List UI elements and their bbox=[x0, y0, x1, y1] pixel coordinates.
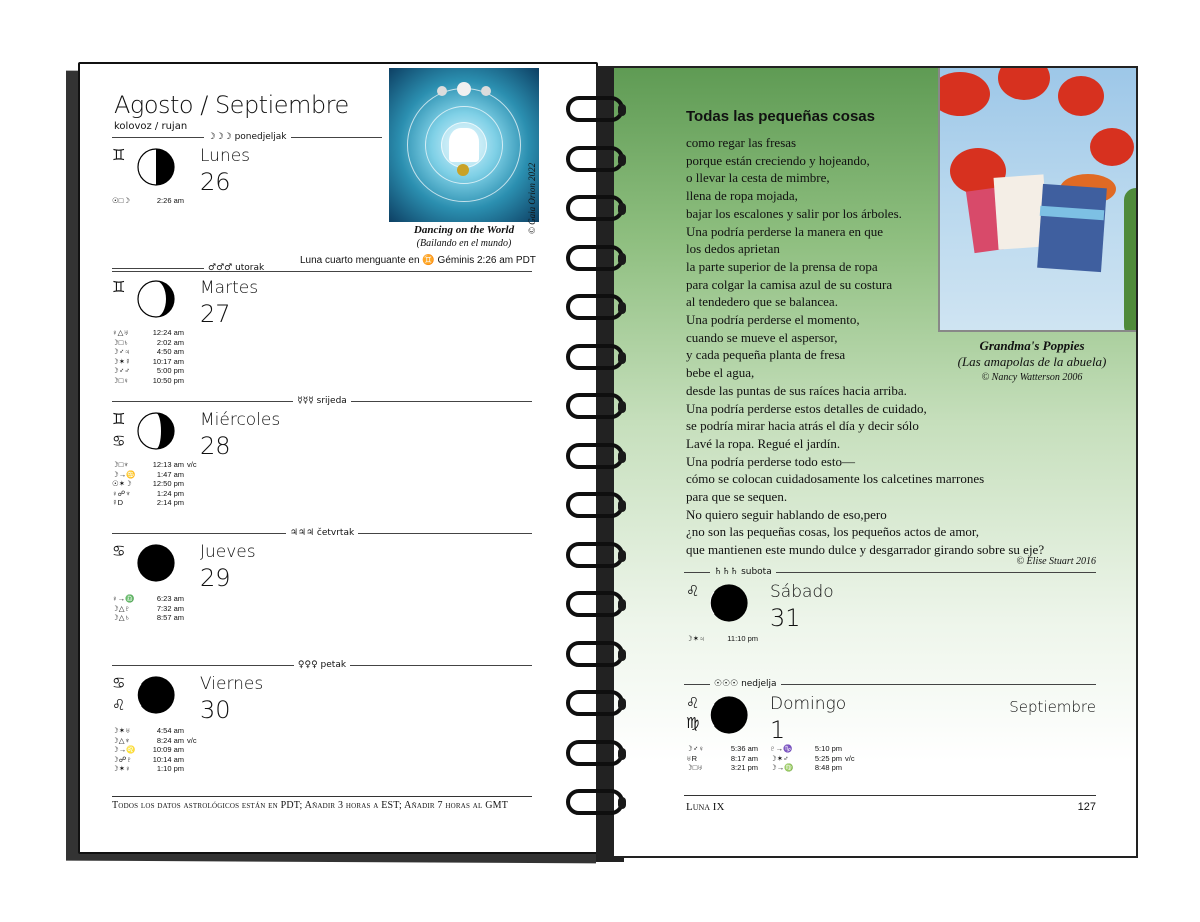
aspect-row bbox=[112, 604, 184, 614]
poem-line: Una podría perderse todo esto— bbox=[686, 453, 855, 469]
divider bbox=[112, 533, 286, 534]
artwork-title: Grandma's Poppies bbox=[979, 338, 1085, 353]
spiral-ring bbox=[562, 96, 628, 126]
aspect-time: 7:32 am bbox=[156, 603, 184, 613]
aspect-row bbox=[112, 196, 184, 206]
poem-line: como regar las fresas bbox=[686, 135, 797, 150]
weekday-label: ☉☉☉ nedjelja bbox=[714, 679, 777, 689]
aspect-row bbox=[112, 357, 184, 367]
artwork-subtitle: (Bailando en el mundo) bbox=[416, 238, 512, 249]
aspect-time: 1:47 am bbox=[156, 469, 184, 479]
poem-title: Todas las pequeñas cosas bbox=[686, 108, 875, 125]
artwork-subtitle: (Las amapolas de la abuela) bbox=[957, 354, 1107, 369]
zodiac-sign-icon: ♌ bbox=[112, 696, 126, 714]
poem-credit: © Elise Stuart 2016 bbox=[1016, 556, 1096, 567]
aspect-row bbox=[686, 744, 758, 754]
day-name: Domingo bbox=[770, 694, 847, 714]
aspect-glyph: ☽☍♇ bbox=[112, 754, 132, 764]
moon-phase-dark-icon bbox=[137, 544, 175, 582]
artwork-dancing-on-the-world bbox=[389, 68, 539, 222]
aspect-row bbox=[770, 763, 855, 773]
art-poppy bbox=[1058, 76, 1104, 116]
spiral-binding bbox=[562, 96, 632, 836]
aspect-glyph: ☽✶♂ bbox=[770, 753, 789, 763]
zodiac-sign-icon: ♌ bbox=[686, 582, 700, 600]
zodiac-sign-icon: ♍ bbox=[686, 714, 700, 732]
aspect-glyph: ☽□♀ bbox=[112, 375, 129, 385]
aspect-time: 12:13 am bbox=[152, 460, 184, 469]
aspect-glyph: ☉□☽ bbox=[112, 196, 130, 205]
aspect-time: 8:17 am bbox=[730, 753, 758, 763]
void-of-course-label: v/c bbox=[187, 460, 197, 469]
spiral-ring bbox=[562, 393, 628, 423]
month-label: Septiembre bbox=[1009, 698, 1096, 716]
poem-line: Lavé la ropa. Regué el jardín. bbox=[686, 435, 841, 451]
day-header-friday bbox=[112, 658, 532, 672]
day-name: Martes bbox=[200, 278, 259, 298]
aspect-glyph: ☿D bbox=[112, 498, 124, 508]
month-title: Agosto / Septiembre bbox=[114, 91, 349, 119]
aspect-time: 12:50 pm bbox=[152, 479, 184, 489]
moon-phase-new-moon-icon bbox=[710, 584, 748, 622]
aspect-glyph: ☽△♇ bbox=[112, 603, 131, 613]
aspect-list bbox=[770, 744, 855, 773]
day-header-wednesday bbox=[112, 394, 532, 408]
day-number: 28 bbox=[200, 432, 231, 460]
day-header-monday bbox=[112, 130, 382, 144]
aspect-list bbox=[686, 744, 758, 773]
day-header-saturday bbox=[684, 565, 1096, 579]
day-number: 30 bbox=[200, 696, 231, 724]
zodiac-sign-icon: ♋ bbox=[112, 432, 126, 450]
aspect-glyph: ♀→♎ bbox=[112, 594, 135, 603]
aspect-row bbox=[112, 470, 197, 480]
poem-line: para colgar la camisa azul de su costura bbox=[686, 276, 893, 292]
aspect-row bbox=[112, 338, 184, 348]
poem-line: que mantienen este mundo dulce y desgarrador girando sobre su eje? bbox=[686, 542, 1045, 558]
aspect-time: 8:24 am bbox=[156, 735, 184, 745]
void-of-course-label: v/c bbox=[845, 753, 855, 763]
aspect-row bbox=[112, 594, 184, 604]
month-subtitle: kolovoz / rujan bbox=[114, 121, 188, 132]
spiral-ring bbox=[562, 690, 628, 720]
divider bbox=[112, 268, 204, 269]
divider bbox=[781, 684, 1096, 685]
aspect-glyph: ☉✶☽ bbox=[112, 479, 132, 489]
art-dancer bbox=[449, 128, 479, 162]
poem-line: Una podría perderse la manera en que bbox=[686, 223, 884, 239]
moon-event-note: Luna cuarto menguante en ♊ Géminis 2:26 am PDT bbox=[300, 255, 536, 266]
divider bbox=[358, 533, 532, 534]
poem-line: bajar los escalones y salir por los árboles. bbox=[686, 205, 902, 221]
spiral-ring bbox=[562, 245, 628, 275]
aspect-time: 4:50 am bbox=[156, 347, 184, 357]
weekday-label: ☿☿☿ srijeda bbox=[297, 396, 347, 406]
aspect-glyph: ♅R bbox=[686, 753, 698, 763]
moon-phase-waning-icon bbox=[137, 280, 175, 318]
weekday-label: ♄♄♄ subota bbox=[714, 567, 772, 577]
aspect-row bbox=[112, 764, 197, 774]
spiral-ring bbox=[562, 641, 628, 671]
aspect-glyph: ☽♂♂ bbox=[112, 366, 130, 376]
zodiac-sign-icon: ♌ bbox=[686, 694, 700, 712]
aspect-row bbox=[112, 479, 197, 489]
aspect-row bbox=[770, 744, 855, 754]
poem-line: Una podría perderse el momento, bbox=[686, 312, 860, 328]
aspect-row bbox=[112, 347, 184, 357]
aspect-glyph: ♀☍♆ bbox=[112, 488, 131, 498]
aspect-row bbox=[112, 726, 197, 736]
artwork-copyright: © Nancy Watterson 2006 bbox=[981, 372, 1083, 383]
aspect-glyph: ☽→♍ bbox=[770, 763, 794, 773]
day-name: Lunes bbox=[200, 146, 251, 166]
moon-phase-new-moon-icon bbox=[137, 676, 175, 714]
footer-note: Todos los datos astrológicos están en PDT; Añadir 3 horas a EST; Añadir 7 horas al GMT bbox=[112, 800, 509, 811]
aspect-glyph: ☽✶♃ bbox=[686, 634, 705, 643]
divider bbox=[684, 572, 710, 573]
poem-line: se podría mirar hacia atrás el día y decir sólo bbox=[686, 418, 919, 434]
poem-line: al tendedero que se balancea. bbox=[686, 294, 838, 310]
day-number: 27 bbox=[200, 300, 231, 328]
spiral-ring bbox=[562, 789, 628, 819]
aspect-time: 2:26 am bbox=[156, 196, 184, 205]
artwork-copyright: © Gaia Orion 2022 bbox=[527, 162, 537, 234]
day-name: Jueves bbox=[200, 542, 256, 562]
aspect-glyph: ♀△♅ bbox=[112, 328, 130, 337]
divider bbox=[351, 401, 532, 402]
aspect-row bbox=[112, 489, 197, 499]
spiral-ring bbox=[562, 294, 628, 324]
spiral-ring bbox=[562, 542, 628, 572]
poem-line: los dedos aprietan bbox=[686, 241, 780, 257]
aspect-row bbox=[112, 376, 184, 386]
aspect-time: 10:09 am bbox=[152, 745, 184, 755]
aspect-time: 3:21 pm bbox=[730, 763, 758, 773]
aspect-glyph: ☽→♋ bbox=[112, 469, 136, 479]
aspect-row bbox=[686, 634, 758, 644]
divider bbox=[684, 684, 710, 685]
weekday-label: ♂♂♂ utorak bbox=[208, 263, 265, 273]
art-moon bbox=[457, 82, 471, 96]
aspect-time: 10:17 am bbox=[152, 356, 184, 366]
spiral-ring bbox=[562, 740, 628, 770]
divider bbox=[112, 665, 294, 666]
aspect-time: 4:54 am bbox=[156, 726, 184, 735]
zodiac-sign-icon: ♊ bbox=[112, 410, 126, 428]
spiral-ring bbox=[562, 591, 628, 621]
art-moon bbox=[457, 164, 469, 176]
art-poppy bbox=[938, 72, 990, 116]
aspect-time: 12:24 am bbox=[152, 328, 184, 337]
spiral-ring bbox=[562, 195, 628, 225]
aspect-row bbox=[112, 498, 197, 508]
aspect-time: 5:36 am bbox=[730, 744, 758, 753]
aspect-row bbox=[112, 613, 184, 623]
spiral-ring bbox=[562, 492, 628, 522]
aspect-time: 2:14 pm bbox=[156, 498, 184, 508]
aspect-time: 6:23 am bbox=[156, 594, 184, 603]
poem-line: o llevar la cesta de mimbre, bbox=[686, 170, 830, 186]
aspect-time: 8:48 pm bbox=[814, 763, 842, 773]
aspect-row bbox=[686, 754, 758, 764]
aspect-glyph: ♇→♑ bbox=[770, 744, 793, 753]
day-header-thursday bbox=[112, 526, 532, 540]
poem-line: No quiero seguir hablando de eso,pero bbox=[686, 506, 887, 522]
divider bbox=[112, 137, 204, 138]
zodiac-sign-icon: ♊ bbox=[112, 146, 126, 164]
aspect-time: 11:10 pm bbox=[727, 634, 758, 643]
moon-phase-last-quarter-icon bbox=[137, 148, 175, 186]
aspect-row bbox=[112, 745, 197, 755]
zodiac-sign-icon: ♋ bbox=[112, 674, 126, 692]
aspect-row bbox=[112, 736, 197, 746]
art-poppy bbox=[998, 68, 1050, 100]
aspect-list bbox=[112, 726, 197, 774]
aspect-time: 8:57 am bbox=[156, 613, 184, 623]
poem-line: bebe el agua, bbox=[686, 365, 755, 381]
poem-line: desde las puntas de sus raíces hacia arriba. bbox=[686, 382, 907, 398]
art-moon bbox=[481, 86, 491, 96]
aspect-glyph: ☽□♆ bbox=[112, 460, 129, 469]
right-page bbox=[612, 66, 1138, 858]
aspect-glyph: ☽♂♃ bbox=[112, 347, 130, 357]
aspect-row bbox=[112, 460, 197, 470]
footer-rule bbox=[684, 795, 1096, 796]
aspect-list bbox=[112, 196, 184, 206]
poem-line: cuando se mueve el aspersor, bbox=[686, 329, 838, 345]
divider bbox=[776, 572, 1096, 573]
aspect-list bbox=[112, 460, 197, 508]
art-moon bbox=[437, 86, 447, 96]
poem-line: para que se sequen. bbox=[686, 489, 788, 505]
aspect-time: 10:50 pm bbox=[152, 375, 184, 385]
aspect-glyph: ☽✶♅ bbox=[112, 726, 131, 735]
aspect-time: 10:14 am bbox=[152, 754, 184, 764]
poem-line: Una podría perderse estos detalles de cuidado, bbox=[686, 400, 927, 416]
aspect-list bbox=[112, 328, 184, 386]
poem-line: cómo se colocan cuidadosamente los calcetines marrones bbox=[686, 471, 985, 487]
day-name: Sábado bbox=[770, 582, 834, 602]
spiral-ring bbox=[562, 344, 628, 374]
zodiac-sign-icon: ♊ bbox=[112, 278, 126, 296]
art-leaf bbox=[1124, 188, 1138, 332]
poem-line: ¿no son las pequeñas cosas, los pequeños actos de amor, bbox=[686, 524, 979, 540]
aspect-glyph: ☽△♆ bbox=[112, 735, 131, 745]
day-name: Miércoles bbox=[200, 410, 281, 430]
day-number: 29 bbox=[200, 564, 231, 592]
footer-moon-label: Luna IX bbox=[686, 801, 725, 813]
day-name: Viernes bbox=[200, 674, 264, 694]
moon-phase-new-moon-icon bbox=[710, 696, 748, 734]
aspect-time: 1:10 pm bbox=[156, 764, 184, 774]
aspect-list bbox=[686, 634, 758, 644]
poem-line: porque están creciendo y hojeando, bbox=[686, 152, 870, 168]
poem-line: la parte superior de la prensa de ropa bbox=[686, 258, 878, 274]
aspect-list bbox=[112, 594, 184, 623]
divider bbox=[112, 271, 532, 272]
artwork-title: Dancing on the World bbox=[413, 224, 515, 236]
poem-line: llena de ropa mojada, bbox=[686, 188, 798, 204]
aspect-glyph: ☽□♅ bbox=[686, 763, 703, 773]
poem-line: y cada pequeña planta de fresa bbox=[686, 347, 846, 363]
moon-phase-waning-crescent-icon bbox=[137, 412, 175, 450]
left-page bbox=[78, 62, 598, 854]
aspect-time: 1:24 pm bbox=[156, 488, 184, 498]
aspect-row bbox=[770, 754, 855, 764]
aspect-row bbox=[112, 755, 197, 765]
aspect-glyph: ☽△♄ bbox=[112, 613, 131, 623]
aspect-time: 5:10 pm bbox=[814, 744, 842, 753]
day-header-sunday bbox=[684, 677, 1096, 691]
aspect-row bbox=[112, 366, 184, 376]
aspect-glyph: ☽□♄ bbox=[112, 337, 129, 347]
void-of-course-label: v/c bbox=[187, 735, 197, 745]
footer-rule bbox=[112, 796, 532, 797]
spiral-ring bbox=[562, 443, 628, 473]
divider bbox=[291, 137, 383, 138]
day-number: 31 bbox=[770, 604, 801, 632]
aspect-time: 5:00 pm bbox=[156, 366, 184, 376]
aspect-time: 2:02 am bbox=[156, 337, 184, 347]
poem-body bbox=[686, 134, 1106, 559]
weekday-label: ♀♀♀ petak bbox=[297, 660, 347, 670]
day-number: 26 bbox=[200, 168, 231, 196]
page-number: 127 bbox=[1077, 801, 1096, 813]
divider bbox=[350, 665, 532, 666]
weekday-label: ☽☽☽ ponedjeljak bbox=[207, 132, 287, 142]
day-number: 1 bbox=[770, 716, 786, 744]
aspect-row bbox=[112, 328, 184, 338]
aspect-row bbox=[686, 763, 758, 773]
aspect-glyph: ☽→♌ bbox=[112, 745, 136, 755]
zodiac-sign-icon: ♋ bbox=[112, 542, 126, 560]
aspect-glyph: ☽✶♀ bbox=[112, 764, 131, 774]
aspect-glyph: ☽♂♀ bbox=[686, 744, 704, 753]
divider bbox=[112, 401, 293, 402]
spiral-ring bbox=[562, 146, 628, 176]
aspect-glyph: ☽✶☿ bbox=[112, 356, 131, 366]
day-header-tuesday bbox=[112, 261, 532, 275]
weekday-label: ♃♃♃ četvrtak bbox=[289, 528, 355, 538]
aspect-time: 5:25 pm bbox=[814, 753, 842, 763]
